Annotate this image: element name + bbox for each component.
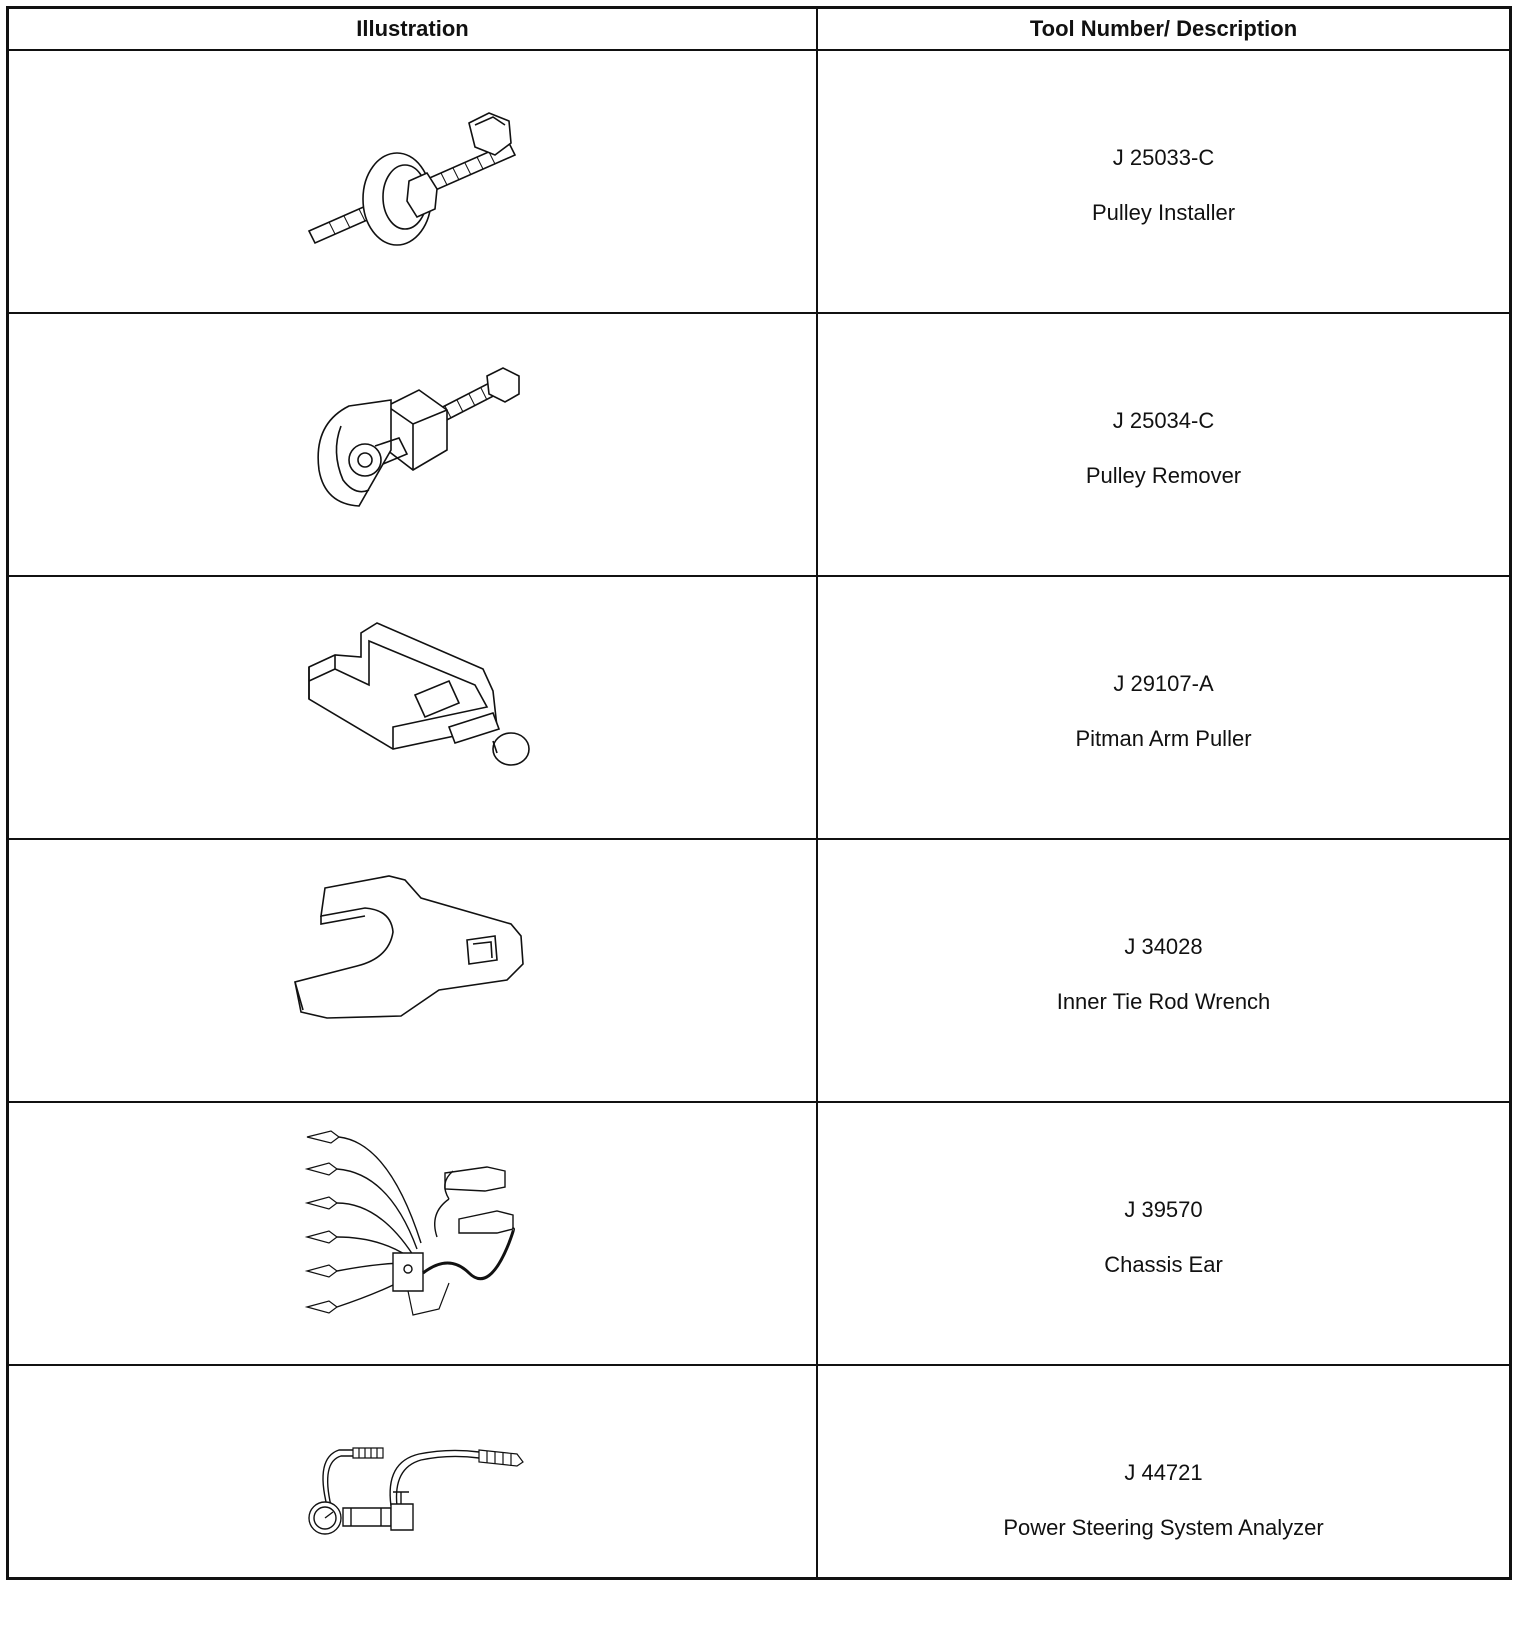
tool-name: Power Steering System Analyzer — [1003, 1515, 1324, 1540]
tool-number: J 25033-C — [1112, 145, 1215, 170]
table-row — [9, 314, 1509, 577]
table-row — [9, 840, 1509, 1103]
tool-number: J 25034-C — [1112, 408, 1215, 433]
header-illustration: Illustration — [356, 16, 469, 41]
header-tool-number-description: Tool Number/ Description — [1029, 16, 1298, 41]
description-cell — [818, 314, 1509, 575]
illustration-cell — [9, 1103, 816, 1364]
description-cell — [818, 51, 1509, 312]
tool-number: J 34028 — [1124, 934, 1203, 959]
tool-name: Chassis Ear — [1104, 1252, 1223, 1277]
description-cell — [818, 1103, 1509, 1364]
table-header — [9, 9, 1509, 51]
tool-number: J 39570 — [1124, 1197, 1203, 1222]
tool-table — [6, 6, 1512, 1580]
chassis-ear-icon — [9, 1103, 816, 1364]
illustration-cell — [9, 840, 816, 1101]
table-row — [9, 51, 1509, 314]
pulley-remover-icon — [9, 314, 816, 575]
tool-name: Pulley Installer — [1091, 200, 1236, 225]
illustration-cell — [9, 577, 816, 838]
description-cell — [818, 840, 1509, 1101]
pressure-gauge-icon — [9, 1366, 816, 1630]
pulley-installer-icon — [9, 51, 816, 312]
illustration-cell — [9, 314, 816, 575]
table-row — [9, 1103, 1509, 1366]
description-cell — [818, 577, 1509, 838]
table-row — [9, 1366, 1509, 1630]
illustration-cell — [9, 51, 816, 312]
tool-name: Inner Tie Rod Wrench — [1056, 989, 1271, 1014]
pitman-arm-puller-icon — [9, 577, 816, 838]
tool-number: J 44721 — [1124, 1460, 1203, 1485]
wrench-icon — [9, 840, 816, 1101]
tool-name: Pitman Arm Puller — [1075, 726, 1252, 751]
tool-number: J 29107-A — [1113, 671, 1214, 696]
tool-name: Pulley Remover — [1085, 463, 1242, 488]
table-row — [9, 577, 1509, 840]
